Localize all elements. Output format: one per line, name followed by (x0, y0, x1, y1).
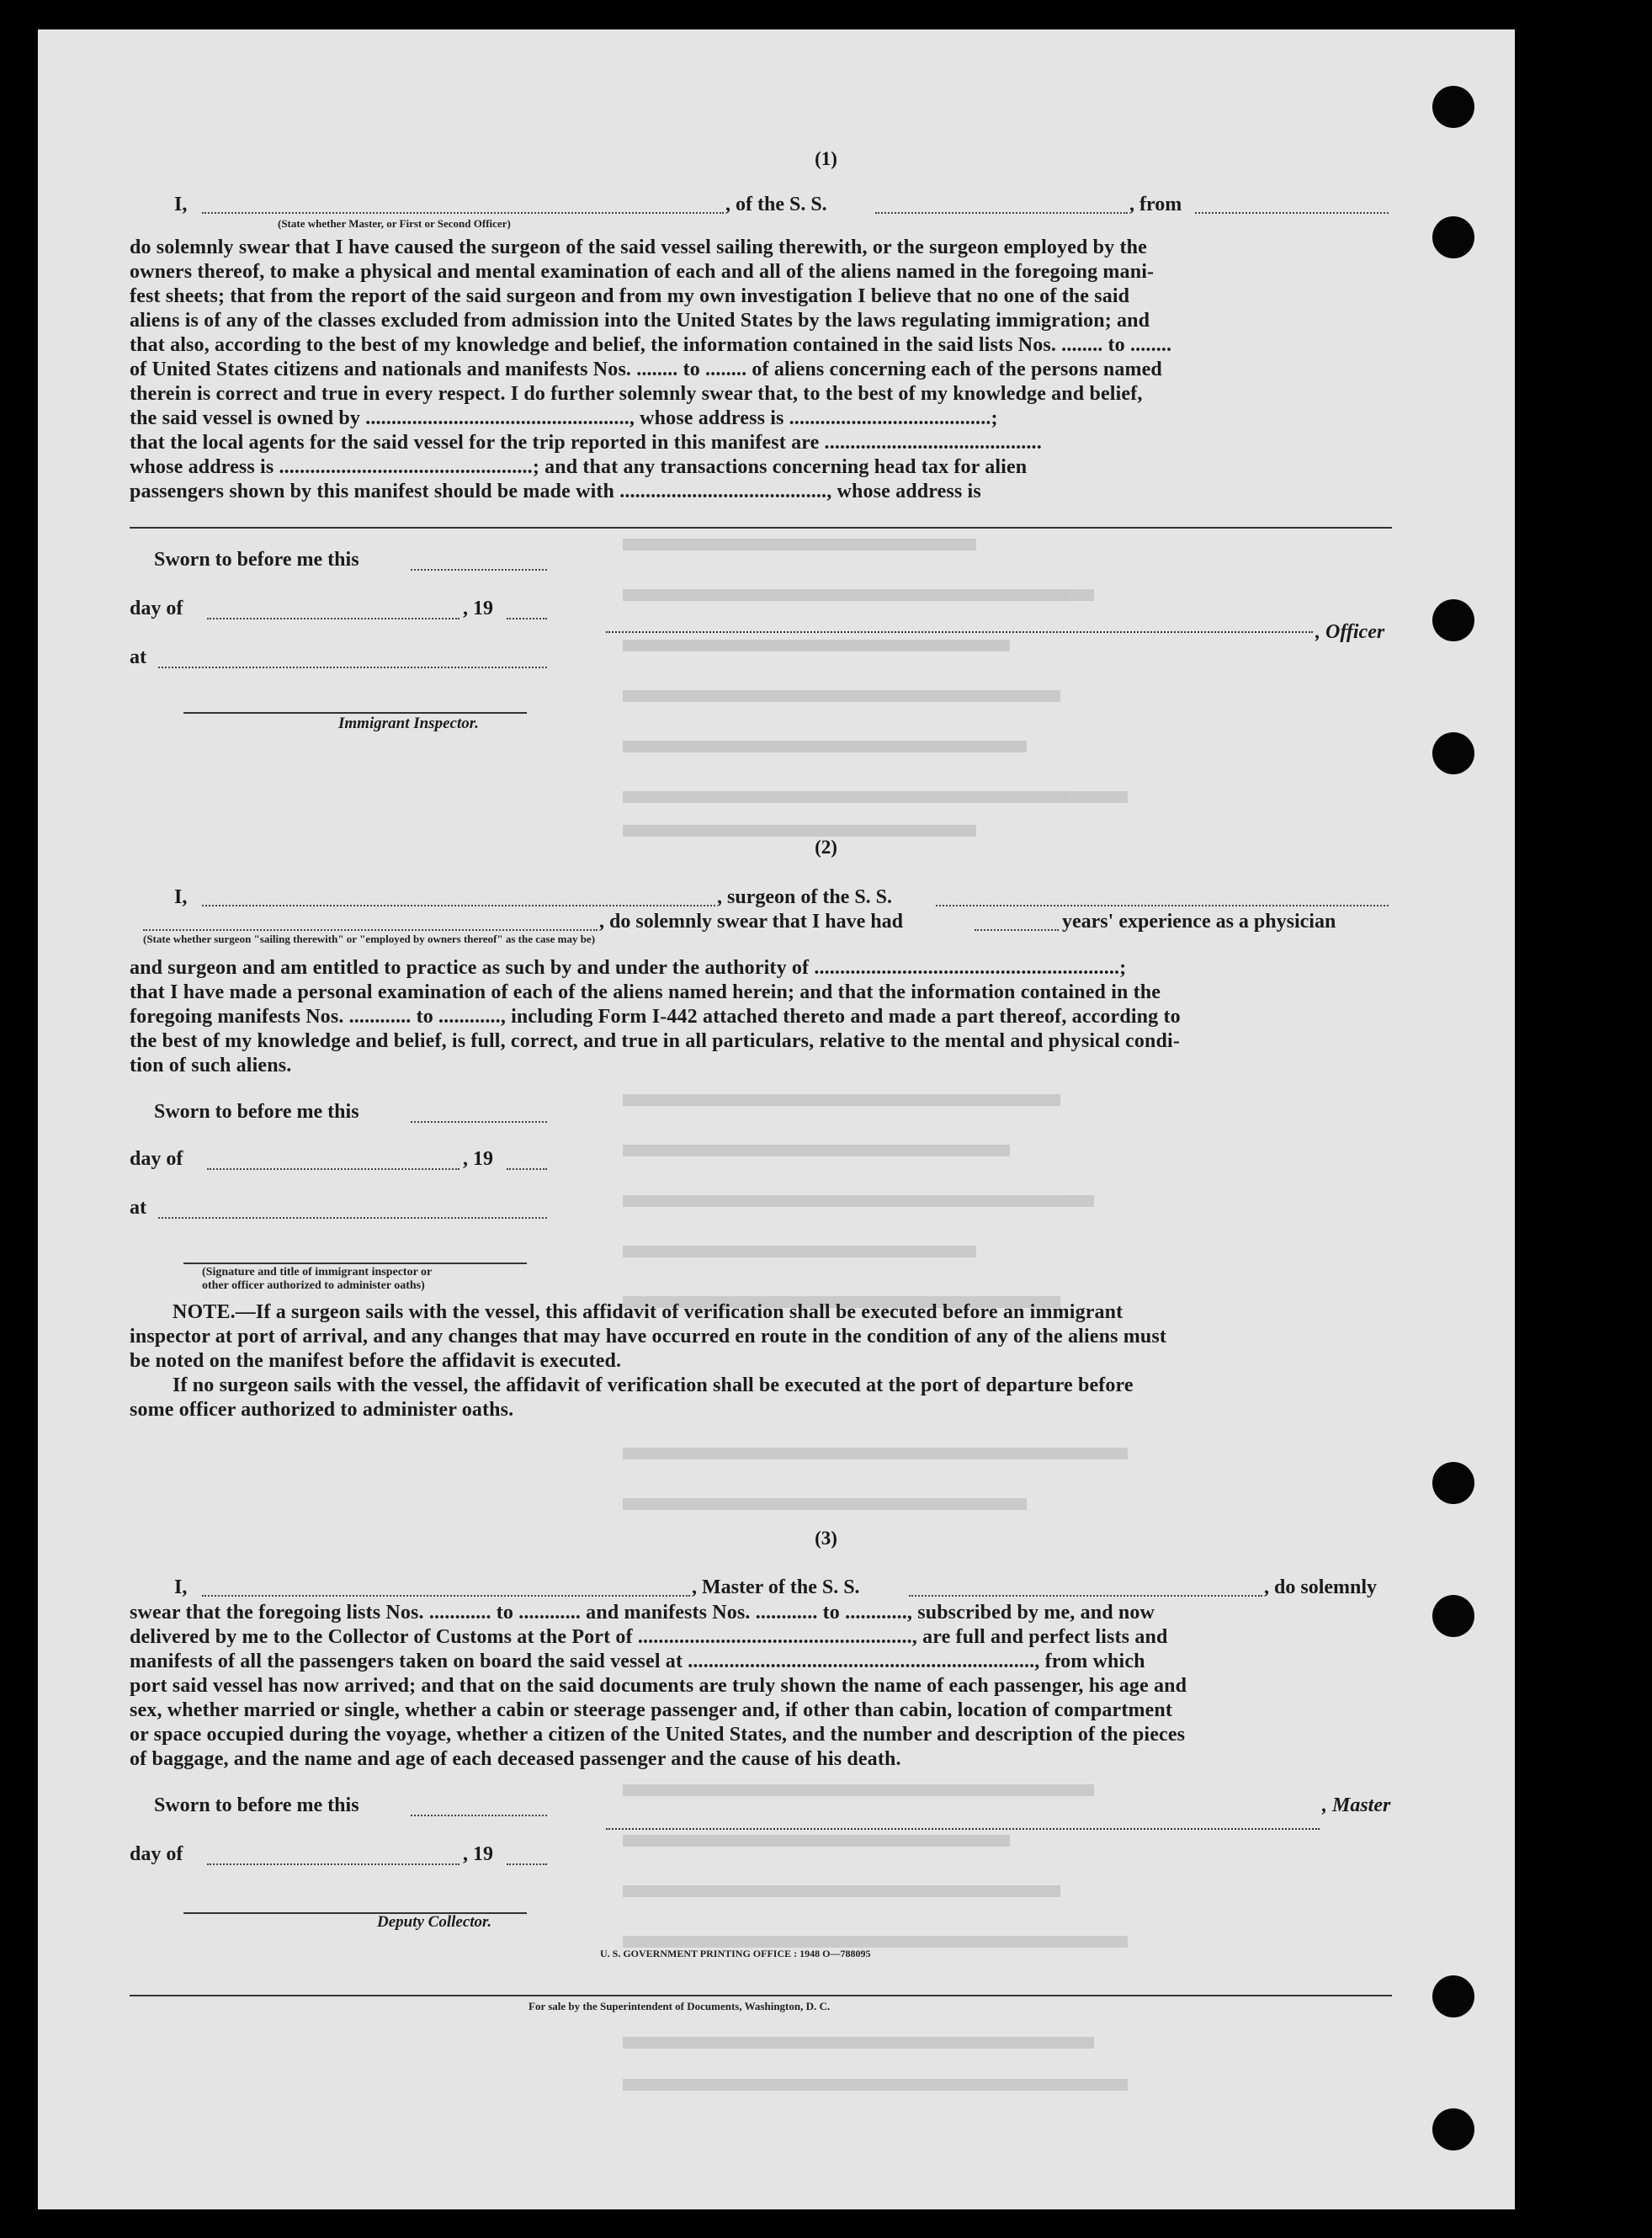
day-of-label: day of (130, 598, 183, 619)
year-field[interactable] (507, 1168, 547, 1170)
master-of-label: , Master of the S. S. (692, 1576, 860, 1598)
section-3-line: port said vessel has now arrived; and that on the said documents are truly shown the name of each passenger, his age and (130, 1675, 1187, 1697)
address-continuation-line[interactable] (130, 527, 1392, 529)
month-field[interactable] (207, 1863, 459, 1865)
officer-label: , Officer (1315, 621, 1385, 643)
year-prefix: , 19 (463, 1148, 493, 1170)
inspector-signature-line[interactable] (183, 712, 527, 714)
from-port-field[interactable] (1195, 212, 1389, 214)
section-1-line: passengers shown by this manifest should be made with ........................................, whose address is (130, 481, 981, 502)
note-line: NOTE.—If a surgeon sails with the vessel, this affidavit of verification shall be executed before an immigrant (173, 1301, 1123, 1323)
at-label: at (130, 646, 146, 668)
note-line: some officer authorized to administer oaths. (130, 1399, 514, 1421)
section-1-line: do solemnly swear that I have caused the surgeon of the said vessel sailing therewith, or the surgeon employed by the (130, 237, 1147, 258)
inspector-signature-line[interactable] (183, 1263, 527, 1264)
section-1-line: therein is correct and true in every respect. I do further solemnly swear that, to the best of my knowledge and belief, (130, 383, 1143, 405)
section-2-line: that I have made a personal examination of each of the aliens named herein; and that the information contained in the (130, 981, 1161, 1003)
of-the-ss-label: , of the S. S. (725, 194, 827, 215)
at-place-field[interactable] (158, 1217, 547, 1219)
printing-office-imprint: U. S. GOVERNMENT PRINTING OFFICE : 1948 O—788095 (600, 1948, 871, 1959)
officer-caption: (State whether Master, or First or Second Officer) (278, 217, 511, 230)
section-3-line: delivered by me to the Collector of Customs at the Port of ....................................................., are full and perfect lists and (130, 1626, 1168, 1648)
section-3-line: swear that the foregoing lists Nos. ............ to ............ and manifests Nos. ............ to ............, subscribed by me, and now (130, 1602, 1155, 1624)
section-3-line: manifests of all the passengers taken on board the said vessel at ..................................................................., from which (130, 1651, 1145, 1672)
deputy-label: Deputy Collector. (377, 1913, 492, 1931)
for-sale-imprint: For sale by the Superintendent of Documents, Washington, D. C. (529, 2000, 831, 2012)
sworn-label: Sworn to before me this (154, 1794, 359, 1816)
sworn-label: Sworn to before me this (154, 1101, 359, 1123)
master-label: , Master (1322, 1794, 1391, 1816)
section-3-line: or space occupied during the voyage, whether a citizen of the United States, and the number and description of the pieces (130, 1724, 1186, 1746)
section-1-line: the said vessel is owned by ..................................................., whose address is .......................................; (130, 407, 998, 429)
section-3-line: of baggage, and the name and age of each deceased passenger and the cause of his death. (130, 1748, 901, 1770)
section-3-heading: (3) (815, 1528, 837, 1549)
officer-signature-line[interactable] (606, 631, 1313, 633)
year-prefix: , 19 (463, 598, 493, 619)
section-2-i: I, (174, 886, 188, 908)
section-1-line: whose address is .................................................; and that any transactions concerning head tax for alien (130, 456, 1028, 478)
section-2-heading: (2) (815, 837, 837, 858)
section-2-line: foregoing manifests Nos. ............ to ............, including Form I-442 attached thereto and made a part thereof, according to (130, 1006, 1181, 1028)
note-line: If no surgeon sails with the vessel, the affidavit of verification shall be executed at the port of departure before (173, 1374, 1134, 1396)
surgeon-name-field[interactable] (202, 905, 715, 906)
section-1-line: aliens is of any of the classes excluded from admission into the United States by the laws regulating immigration; and (130, 310, 1150, 332)
section-1-i: I, (174, 194, 188, 215)
master-vessel-field[interactable] (909, 1595, 1262, 1597)
years-field[interactable] (975, 929, 1059, 931)
section-1-line: that the local agents for the said vessel for the trip reported in this manifest are .......................................... (130, 432, 1042, 454)
surgeon-status-field[interactable] (143, 929, 598, 931)
section-1-line: that also, according to the best of my knowledge and belief, the information contained in the said lists Nos. ........ to ........ (130, 334, 1172, 356)
surgeon-caption: (State whether surgeon "sailing therewith" or "employed by owners thereof" as the case may be) (143, 933, 596, 945)
sworn-label: Sworn to before me this (154, 549, 359, 571)
vessel-name-field[interactable] (875, 212, 1128, 214)
master-signature-line[interactable] (606, 1828, 1320, 1830)
from-label: , from (1129, 194, 1182, 215)
section-2-line: the best of my knowledge and belief, is full, correct, and true in all particulars, relative to the mental and physical condi- (130, 1030, 1180, 1052)
sworn-date-field[interactable] (411, 1121, 547, 1123)
sig-caption: (Signature and title of immigrant inspector or (202, 1266, 433, 1278)
section-2-line: tion of such aliens. (130, 1055, 292, 1076)
sworn-date-field[interactable] (411, 569, 547, 571)
surgeon-of-label: , surgeon of the S. S. (717, 886, 893, 908)
year-field[interactable] (507, 1863, 547, 1865)
sworn-date-field[interactable] (411, 1815, 547, 1816)
note-line: inspector at port of arrival, and any changes that may have occurred en route in the condition of any of the aliens must (130, 1326, 1166, 1348)
section-3-i: I, (174, 1576, 188, 1598)
at-place-field[interactable] (158, 667, 547, 668)
do-solemnly-label: , do solemnly (1264, 1576, 1378, 1598)
year-field[interactable] (507, 618, 547, 619)
section-1-heading: (1) (815, 148, 837, 169)
inspector-label: Immigrant Inspector. (338, 715, 479, 732)
at-label: at (130, 1197, 146, 1219)
master-name-field[interactable] (202, 1595, 690, 1597)
years-label: years' experience as a physician (1062, 911, 1336, 933)
section-1-line: owners thereof, to make a physical and mental examination of each and all of the aliens named in the foregoing mani- (130, 261, 1155, 283)
officer-name-field[interactable] (202, 212, 724, 214)
month-field[interactable] (207, 1168, 459, 1170)
section-2-line: and surgeon and am entitled to practice as such by and under the authority of ...........................................................; (130, 957, 1127, 979)
section-3-line: sex, whether married or single, whether a cabin or steerage passenger and, if other than cabin, location of compartment (130, 1699, 1173, 1721)
day-of-label: day of (130, 1843, 183, 1865)
day-of-label: day of (130, 1148, 183, 1170)
month-field[interactable] (207, 618, 459, 619)
year-prefix: , 19 (463, 1843, 493, 1865)
section-1-line: fest sheets; that from the report of the said surgeon and from my own investigation I believe that no one of the said (130, 285, 1130, 307)
surgeon-vessel-field[interactable] (936, 905, 1389, 906)
section-1-line: of United States citizens and nationals and manifests Nos. ........ to ........ of aliens concerning each of the persons named (130, 359, 1162, 380)
footer-rule (130, 1995, 1392, 1996)
swear-label: , do solemnly swear that I have had (599, 911, 903, 933)
note-line: be noted on the manifest before the affidavit is executed. (130, 1350, 622, 1372)
sig-caption: other officer authorized to administer oaths) (202, 1279, 425, 1292)
